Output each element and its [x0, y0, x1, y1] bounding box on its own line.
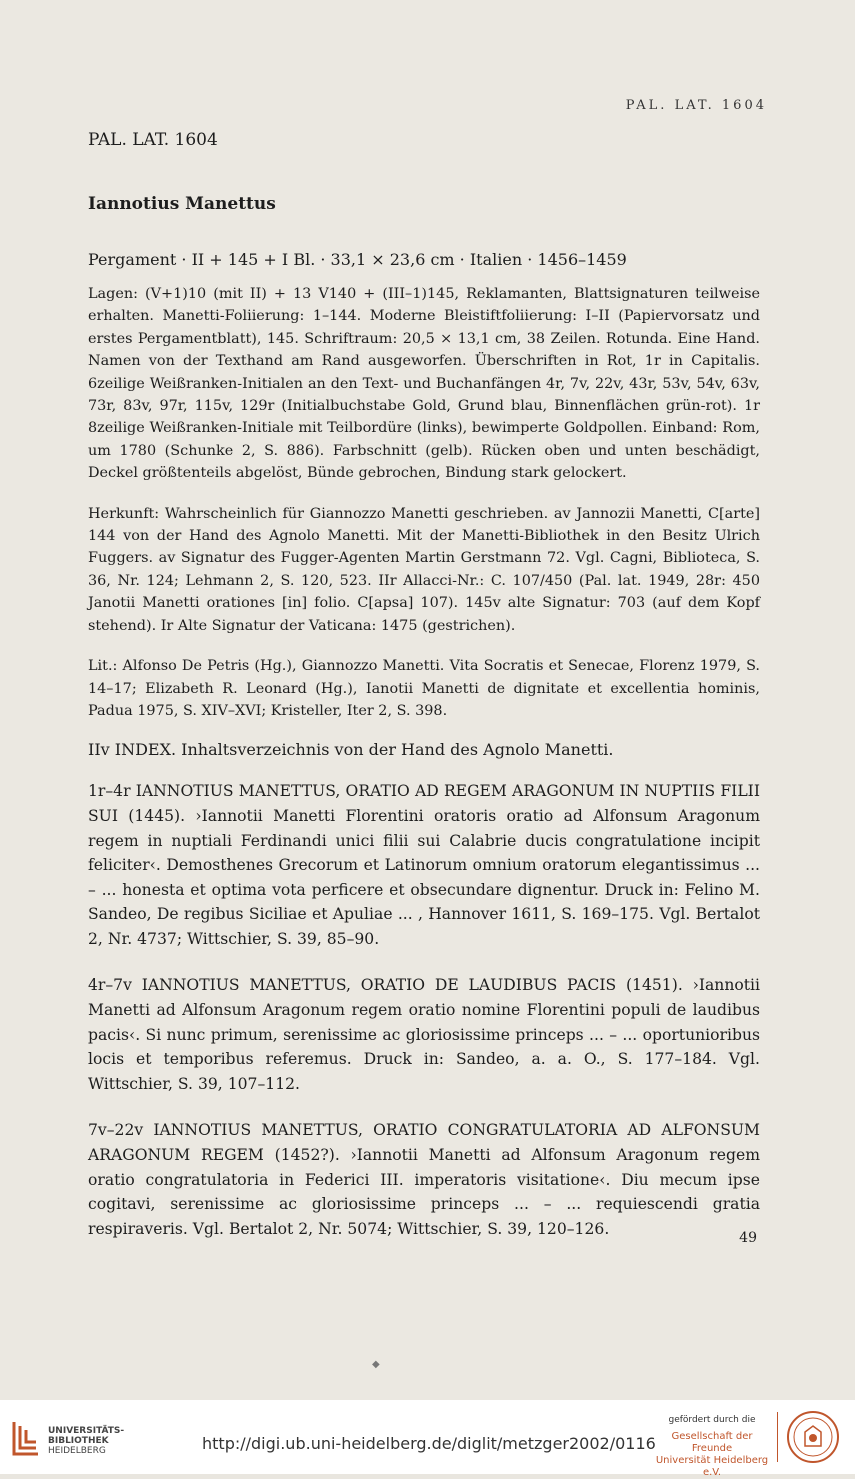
literature-paragraph: Lit.: Alfonso De Petris (Hg.), Giannozzo Manetti. Vita Socratis et Senecae, Florenz 1979, S. 14–17; Elizabeth R. Leonard (Hg.), Ianotii Manetti de dignitate et excellentia hominis, Padua 1975, S. XIV–XVI; Kristeller, Iter 2, S. 398. — [88, 658, 760, 719]
catalog-entry — [88, 130, 760, 1263]
content-entry: 1r–4r IANNOTIUS MANETTUS, ORATIO AD REGEM ARAGONUM IN NUPTIIS FILII SUI (1445). ›Iannotii Manetti Florentini oratoris oratio ad Alfonsum Aragonum regem in nuptiali Ferdinandi unici filii sui Calabrie ducis congratulatione incipit feliciter‹. Demosthenes Grecorum et Latinorum omnium oratorum elegantissimus ... – ... honesta et optima vota perficere et obsecundare dignentur. Druck in: Felino M. Sandeo, De regibus Siciliae et Apuliae ... , Hannover 1611, S. 169–175. Vgl. Bertalot 2, Nr. 4737; Wittschier, S. 39, 85–90. — [88, 782, 760, 948]
running-head: PAL. LAT. 1604 — [625, 98, 767, 113]
content-entry: 4r–7v IANNOTIUS MANETTUS, ORATIO DE LAUDIBUS PACIS (1451). ›Iannotii Manetti ad Alfonsum Aragonum regem oratio nomine Florentini populi de laudibus pacis‹. Si nunc primum, serenissime ac gloriosissime princeps ... – ... oportunioribus locis et temporibus referemus. Druck in: Sandeo, a. a. O., S. 177–184. Vgl. Wittschier, S. 39, 107–112. — [88, 976, 760, 1093]
library-name: UNIVERSITÄTS- BIBLIOTHEK HEIDELBERG — [48, 1426, 125, 1456]
content-entry: 7v–22v IANNOTIUS MANETTUS, ORATIO CONGRATULATORIA AD ALFONSUM ARAGONUM REGEM (1452?). ›Iannotii Manetti ad Alfonsum Aragonum regem oratio congratulatoria in Federici III. imperatoris visitatione‹. Diu mecum ipse cogitavi, serenissime ac gloriosissime princeps ... – ... requiescendi gratia respiraveris. Vgl. Bertalot 2, Nr. 5074; Wittschier, S. 39, 120–126. — [88, 1121, 760, 1238]
page-number: 49 — [739, 1230, 757, 1246]
physical-description: Pergament · II + 145 + I Bl. · 33,1 × 23,6 cm · Italien · 1456–1459 — [88, 250, 627, 269]
index-line: IIv INDEX. Inhaltsverzeichnis von der Hand des Agnolo Manetti. — [88, 740, 614, 760]
author-heading: Iannotius Manettus — [88, 194, 276, 214]
university-seal-icon[interactable] — [786, 1410, 840, 1464]
digitization-footer — [0, 1400, 855, 1478]
provenance-paragraph: Herkunft: Wahrscheinlich für Giannozzo Manetti geschrieben. av Jannozii Manetti, C[arte] 144 von der Hand des Agnolo Manetti. Mit der Manetti-Bibliothek in den Besitz Ulrich Fuggers. av Signatur des Fugger-Agenten Martin Gerstmann 72. Vgl. Cagni, Biblioteca, S. 36, Nr. 124; Lehmann 2, S. 120, 523. IIr Allacci-Nr.: C. 107/450 (Pal. lat. 1949, 28r: 450 Janotii Manetti orationes [in] folio. C[apsa] 107). 145v alte Signatur: 703 (auf dem Kopf stehend). Ir Alte Signatur der Vaticana: 1475 (gestrichen). — [88, 505, 760, 634]
codicology-paragraph: Lagen: (V+1)10 (mit II) + 13 V140 + (III–1)145, Reklamanten, Blattsignaturen teilweise erhalten. Manetti-Foliierung: 1–144. Moderne Bleistiftfoliierung: I–II (Papiervorsatz und erstes Pergamentblatt), 145. Schriftraum: 20,5 × 13,1 cm, 38 Zeilen. Rotunda. Eine Hand. Namen von der Texthand am Rand ausgeworfen. Überschriften in Rot, 1r in Capitalis. 6zeilige Weißranken-Initialen an den Text- und Buchanfängen 4r, 7v, 22v, 43r, 53v, 54v, 63v, 73r, 83v, 97r, 115v, 129r (Initialbuchstabe Gold, Grund blau, Binnenflächen grün-rot). 1r 8zeilige Weißranken-Initiale mit Teilbordüre (links), bewimperte Goldpollen. Einband: Rom, um 1780 (Schunke 2, S. 886). Farbschnitt (gelb). Rücken oben und unten beschädigt, Deckel größtenteils abgelöst, Bünde gebrochen, Bindung stark gelockert. — [88, 286, 760, 482]
funder-credit: gefördert durch die Gesellschaft der Freunde Universität Heidelberg e.V. — [655, 1415, 769, 1478]
permalink-url[interactable]: http://digi.ub.uni-heidelberg.de/diglit/metzger2002/0116 — [202, 1434, 656, 1453]
small-mark: ◆ — [372, 1359, 380, 1370]
footer-divider — [777, 1412, 778, 1462]
library-logo-icon[interactable] — [8, 1416, 44, 1460]
shelfmark-heading: PAL. LAT. 1604 — [88, 130, 218, 150]
